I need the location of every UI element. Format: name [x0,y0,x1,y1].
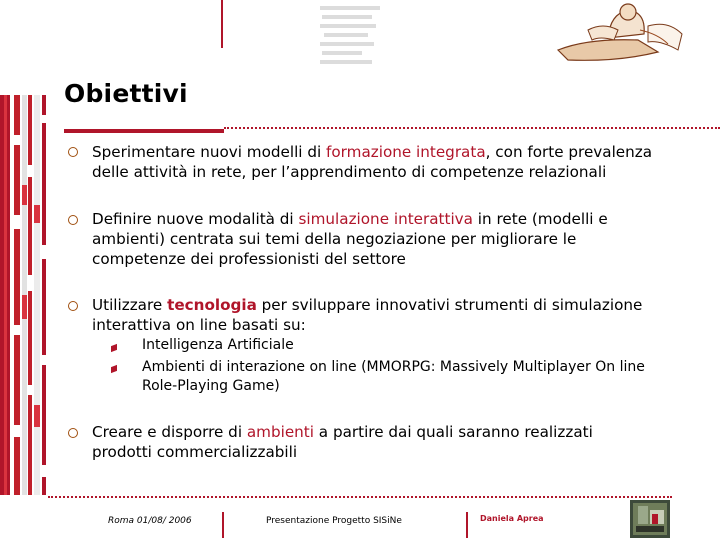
footer-separator [222,512,224,538]
sub-item-2-line-2: Role-Playing Game) [142,378,280,394]
footer-author: Daniela Aprea [480,514,544,523]
bullet-2-highlight: simulazione interattiva [298,210,473,228]
sub-bullet-marker [111,344,117,352]
bullet-marker [68,428,78,438]
bullet-2-line-3: competenze dei professionisti del settore [92,250,406,268]
footer-dotted-rule [48,496,672,498]
bullet-2-line-2: ambienti) centrata sui temi della negoziazione per migliorare le [92,230,577,248]
footer-date: Roma 01/08/ 2006 [108,516,192,526]
page-title: Obiettivi [64,79,188,108]
project-logo [630,500,670,538]
bullet-3-line-2: interattiva on line basati su: [92,316,306,334]
bullet-4-text-start: Creare e disporre di [92,423,247,441]
title-underline [64,129,224,133]
sub-item-1 [142,336,702,355]
title-dotted-rule [224,127,720,129]
desk-illustration [548,0,698,72]
bullet-1-text-start: Sperimentare nuovi modelli di [92,143,327,161]
bullet-4-text-end: a partire dai quali saranno realizzati [313,423,593,441]
bullet-4-highlight: ambienti [246,423,314,441]
top-vertical-rule [221,0,223,48]
sub-item-2 [142,358,702,396]
bullet-1-text-end: , con forte prevalenza [485,143,653,161]
bullet-3-text-start: Utilizzare [92,296,168,314]
left-decorative-band [0,95,52,495]
bullet-3-text [92,295,712,335]
bullet-marker [68,215,78,225]
footer-separator [466,512,468,538]
sub-bullet-marker [111,365,117,373]
bullet-1-line-2: delle attività in rete, per l’apprendimento di competenze relazionali [92,163,607,181]
bullet-marker [68,301,78,311]
stripes-decoration [318,0,410,70]
bullet-4-line-2: prodotti commercializzabili [92,443,298,461]
footer-title: Presentazione Progetto SISiNe [266,516,402,526]
sub-item-1-text: Intelligenza Artificiale [142,337,294,353]
sub-item-2-line-1: Ambienti di interazione on line (MMORPG: Massively Multiplayer On line [142,359,645,375]
bullet-3-highlight: tecnologia [167,296,257,314]
bullet-2-text-start: Definire nuove modalità di [92,210,299,228]
bullet-3-text-end: per sviluppare innovativi strumenti di simulazione [256,296,643,314]
bullet-1-text [92,142,712,182]
bullet-4-text [92,422,712,462]
bullet-2-text [92,209,712,269]
bullet-marker [68,147,78,157]
bullet-1-highlight: formazione integrata [326,143,486,161]
bullet-2-text-end: in rete (modelli e [472,210,608,228]
